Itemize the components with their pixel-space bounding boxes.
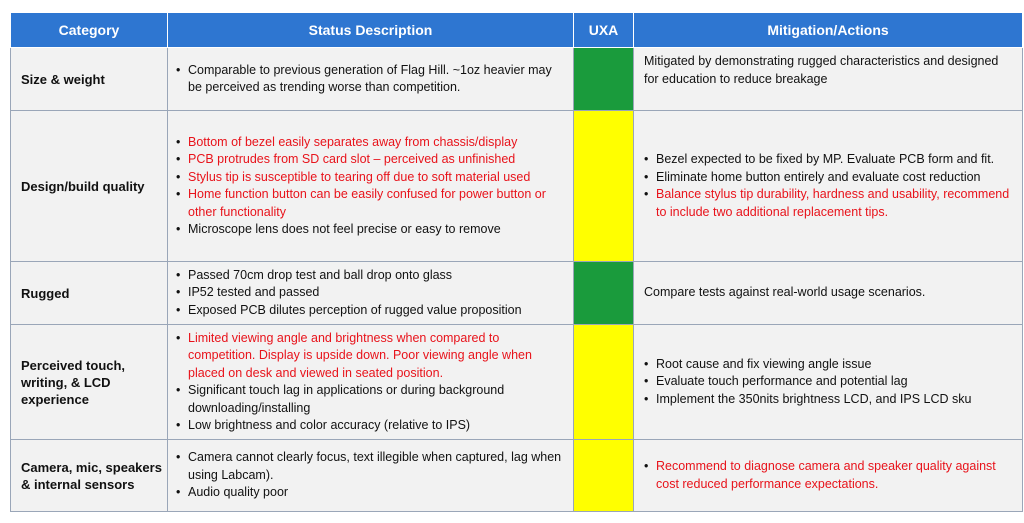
status-item: • Camera cannot clearly focus, text illegible when captured, lag when using Labcam). — [176, 449, 567, 484]
mitigation-item: • Eliminate home button entirely and evaluate cost reduction — [644, 169, 1016, 187]
status-list — [176, 134, 567, 239]
mitigation-text: Mitigated by demonstrating rugged characteristics and designed for education to reduce breakage — [644, 54, 999, 86]
mitigation-item: • Evaluate touch performance and potential lag — [644, 373, 1016, 391]
header-mitigation: Mitigation/Actions — [634, 13, 1023, 48]
mitigation-list — [644, 151, 1016, 221]
header-category: Category — [11, 13, 168, 48]
status-list — [176, 267, 567, 320]
header-row — [11, 13, 1023, 48]
status-item: • Home function button can be easily confused for power button or other functionality — [176, 186, 567, 221]
mitigation-item: • Bezel expected to be fixed by MP. Evaluate PCB form and fit. — [644, 151, 1016, 169]
status-item: • Stylus tip is susceptible to tearing off due to soft material used — [176, 169, 567, 187]
status-table — [10, 12, 1023, 512]
uxa-indicator — [574, 48, 634, 111]
mitigation-list — [644, 356, 1016, 409]
mitigation-list — [644, 458, 1016, 493]
table-row — [11, 440, 1023, 512]
table-row — [11, 111, 1023, 262]
status-list — [176, 62, 567, 97]
row-category: Rugged — [11, 262, 168, 325]
status-item: • Low brightness and color accuracy (relative to IPS) — [176, 417, 567, 435]
status-item: • Passed 70cm drop test and ball drop onto glass — [176, 267, 567, 285]
uxa-indicator — [574, 111, 634, 262]
row-category: Perceived touch, writing, & LCD experience — [11, 325, 168, 440]
status-item: • PCB protrudes from SD card slot – perceived as unfinished — [176, 151, 567, 169]
status-cell — [168, 440, 574, 512]
status-item: • Significant touch lag in applications or during background downloading/installing — [176, 382, 567, 417]
row-category: Size & weight — [11, 48, 168, 111]
header-status: Status Description — [168, 13, 574, 48]
table-row — [11, 262, 1023, 325]
mitigation-item: • Implement the 350nits brightness LCD, and IPS LCD sku — [644, 391, 1016, 409]
status-item: • IP52 tested and passed — [176, 284, 567, 302]
mitigation-text: Compare tests against real-world usage scenarios. — [644, 285, 926, 300]
header-uxa: UXA — [574, 13, 634, 48]
status-cell — [168, 262, 574, 325]
row-category: Camera, mic, speakers & internal sensors — [11, 440, 168, 512]
status-item: • Limited viewing angle and brightness when compared to competition. Display is upside down. Poor viewing angle when placed on desk and viewed in seated position. — [176, 330, 567, 383]
row-category: Design/build quality — [11, 111, 168, 262]
status-list — [176, 330, 567, 435]
status-item: • Exposed PCB dilutes perception of rugged value proposition — [176, 302, 567, 320]
mitigation-item: • Recommend to diagnose camera and speaker quality against cost reduced performance expectations. — [644, 458, 1016, 493]
status-cell — [168, 48, 574, 111]
mitigation-cell — [634, 111, 1023, 262]
mitigation-item: • Balance stylus tip durability, hardness and usability, recommend to include two additional replacement tips. — [644, 186, 1016, 221]
uxa-indicator — [574, 325, 634, 440]
mitigation-cell — [634, 262, 1023, 325]
status-item: • Bottom of bezel easily separates away from chassis/display — [176, 134, 567, 152]
mitigation-cell — [634, 325, 1023, 440]
status-item: • Audio quality poor — [176, 484, 567, 502]
status-cell — [168, 111, 574, 262]
mitigation-cell — [634, 48, 1023, 111]
status-item: • Comparable to previous generation of Flag Hill. ~1oz heavier may be perceived as trending worse than competition. — [176, 62, 567, 97]
status-cell — [168, 325, 574, 440]
status-list — [176, 449, 567, 502]
uxa-indicator — [574, 440, 634, 512]
uxa-indicator — [574, 262, 634, 325]
mitigation-cell — [634, 440, 1023, 512]
status-item: • Microscope lens does not feel precise or easy to remove — [176, 221, 567, 239]
table-row — [11, 48, 1023, 111]
table-row — [11, 325, 1023, 440]
mitigation-item: • Root cause and fix viewing angle issue — [644, 356, 1016, 374]
